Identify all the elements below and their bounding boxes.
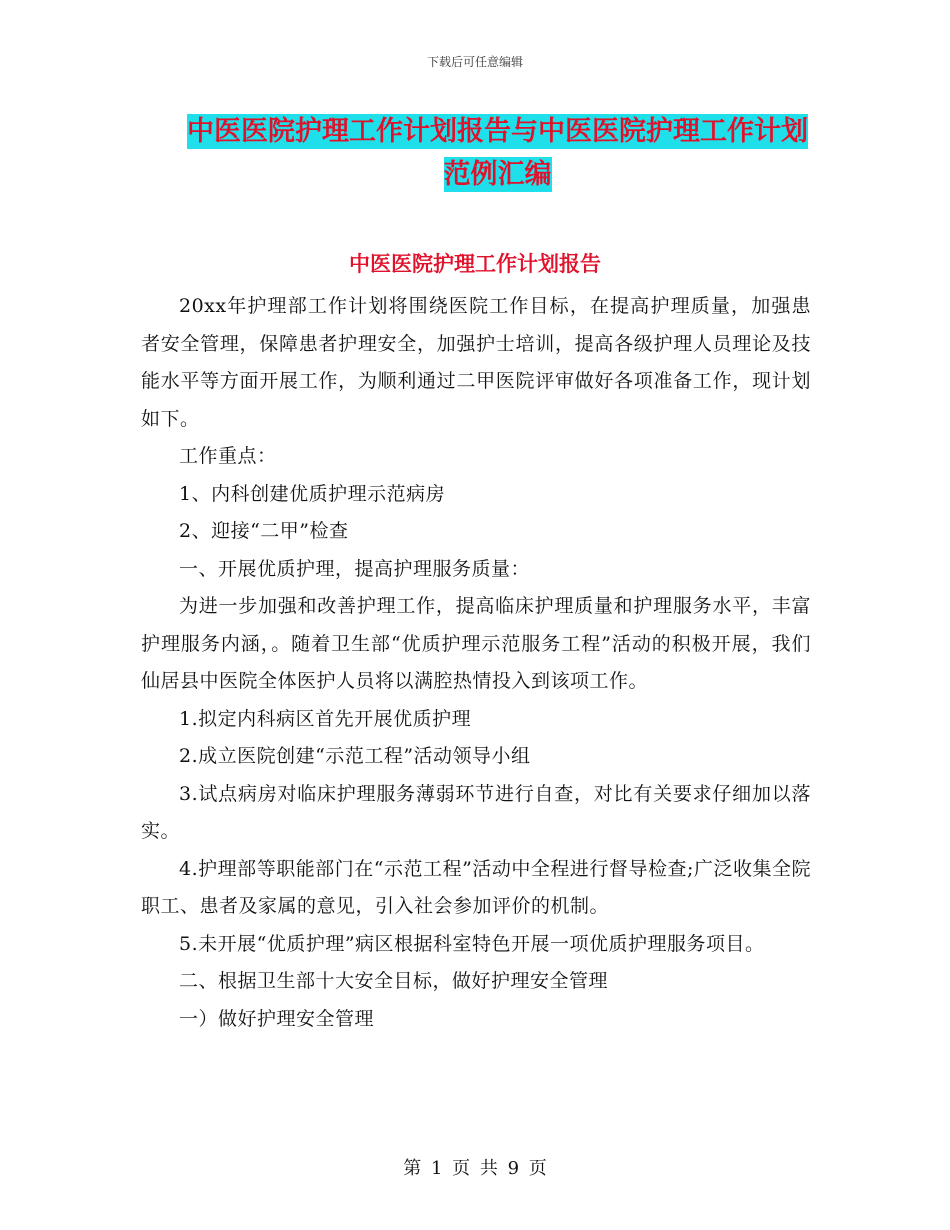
heading-section-2: 二、根据卫生部十大安全目标，做好护理安全管理 — [179, 970, 609, 992]
heading-subsection-1: 一）做好护理安全管理 — [179, 1007, 375, 1030]
list-item-focus-1: 1、内科创建优质护理示范病房 — [179, 482, 446, 505]
section-title: 中医医院护理工作计划报告 — [349, 252, 601, 276]
paragraph-section-1: 为进一步加强和改善护理工作，提高临床护理质量和护理服务水平，丰富护理服务内涵，。随着卫生部“优质护理示范服务工程”活动的积极开展，我们仙居县中医院全体医护人员将以满腔热情投入到该项工作。 — [141, 595, 811, 692]
list-item-step-2: 2.成立医院创建“示范工程”活动领导小组 — [179, 745, 531, 767]
header-note: 下载后可任意编辑 — [426, 55, 523, 69]
document-title-line-2: 范例汇编 — [443, 159, 552, 190]
paragraph-work-focus: 工作重点： — [179, 445, 277, 467]
document-title-line-1: 中医医院护理工作计划报告与中医医院护理工作计划 — [187, 116, 808, 147]
list-item-step-5: 5.未开展“优质护理”病区根据科室特色开展一项优质护理服务项目。 — [179, 932, 765, 955]
heading-section-1: 一、开展优质护理，提高护理服务质量： — [179, 557, 531, 580]
page-footer: 第 1 页 共 9 页 — [403, 1158, 547, 1179]
list-item-step-4: 4.护理部等职能部门在“示范工程”活动中全程进行督导检查;广泛收集全院职工、患者及家属的意见，引入社会参加评价的机制。 — [141, 857, 811, 917]
document-body — [141, 288, 811, 1038]
list-item-step-3: 3.试点病房对临床护理服务薄弱环节进行自查，对比有关要求仔细加以落实。 — [141, 782, 811, 842]
paragraph-intro: 20xx年护理部工作计划将围绕医院工作目标，在提高护理质量，加强患者安全管理，保障患者护理安全，加强护士培训，提高各级护理人员理论及技能水平等方面开展工作，为顺利通过二甲医院评审做好各项准备工作，现计划如下。 — [141, 295, 811, 430]
list-item-focus-2: 2、迎接“二甲”检查 — [179, 520, 349, 542]
document-title — [140, 110, 855, 196]
list-item-step-1: 1.拟定内科病区首先开展优质护理 — [179, 707, 472, 730]
